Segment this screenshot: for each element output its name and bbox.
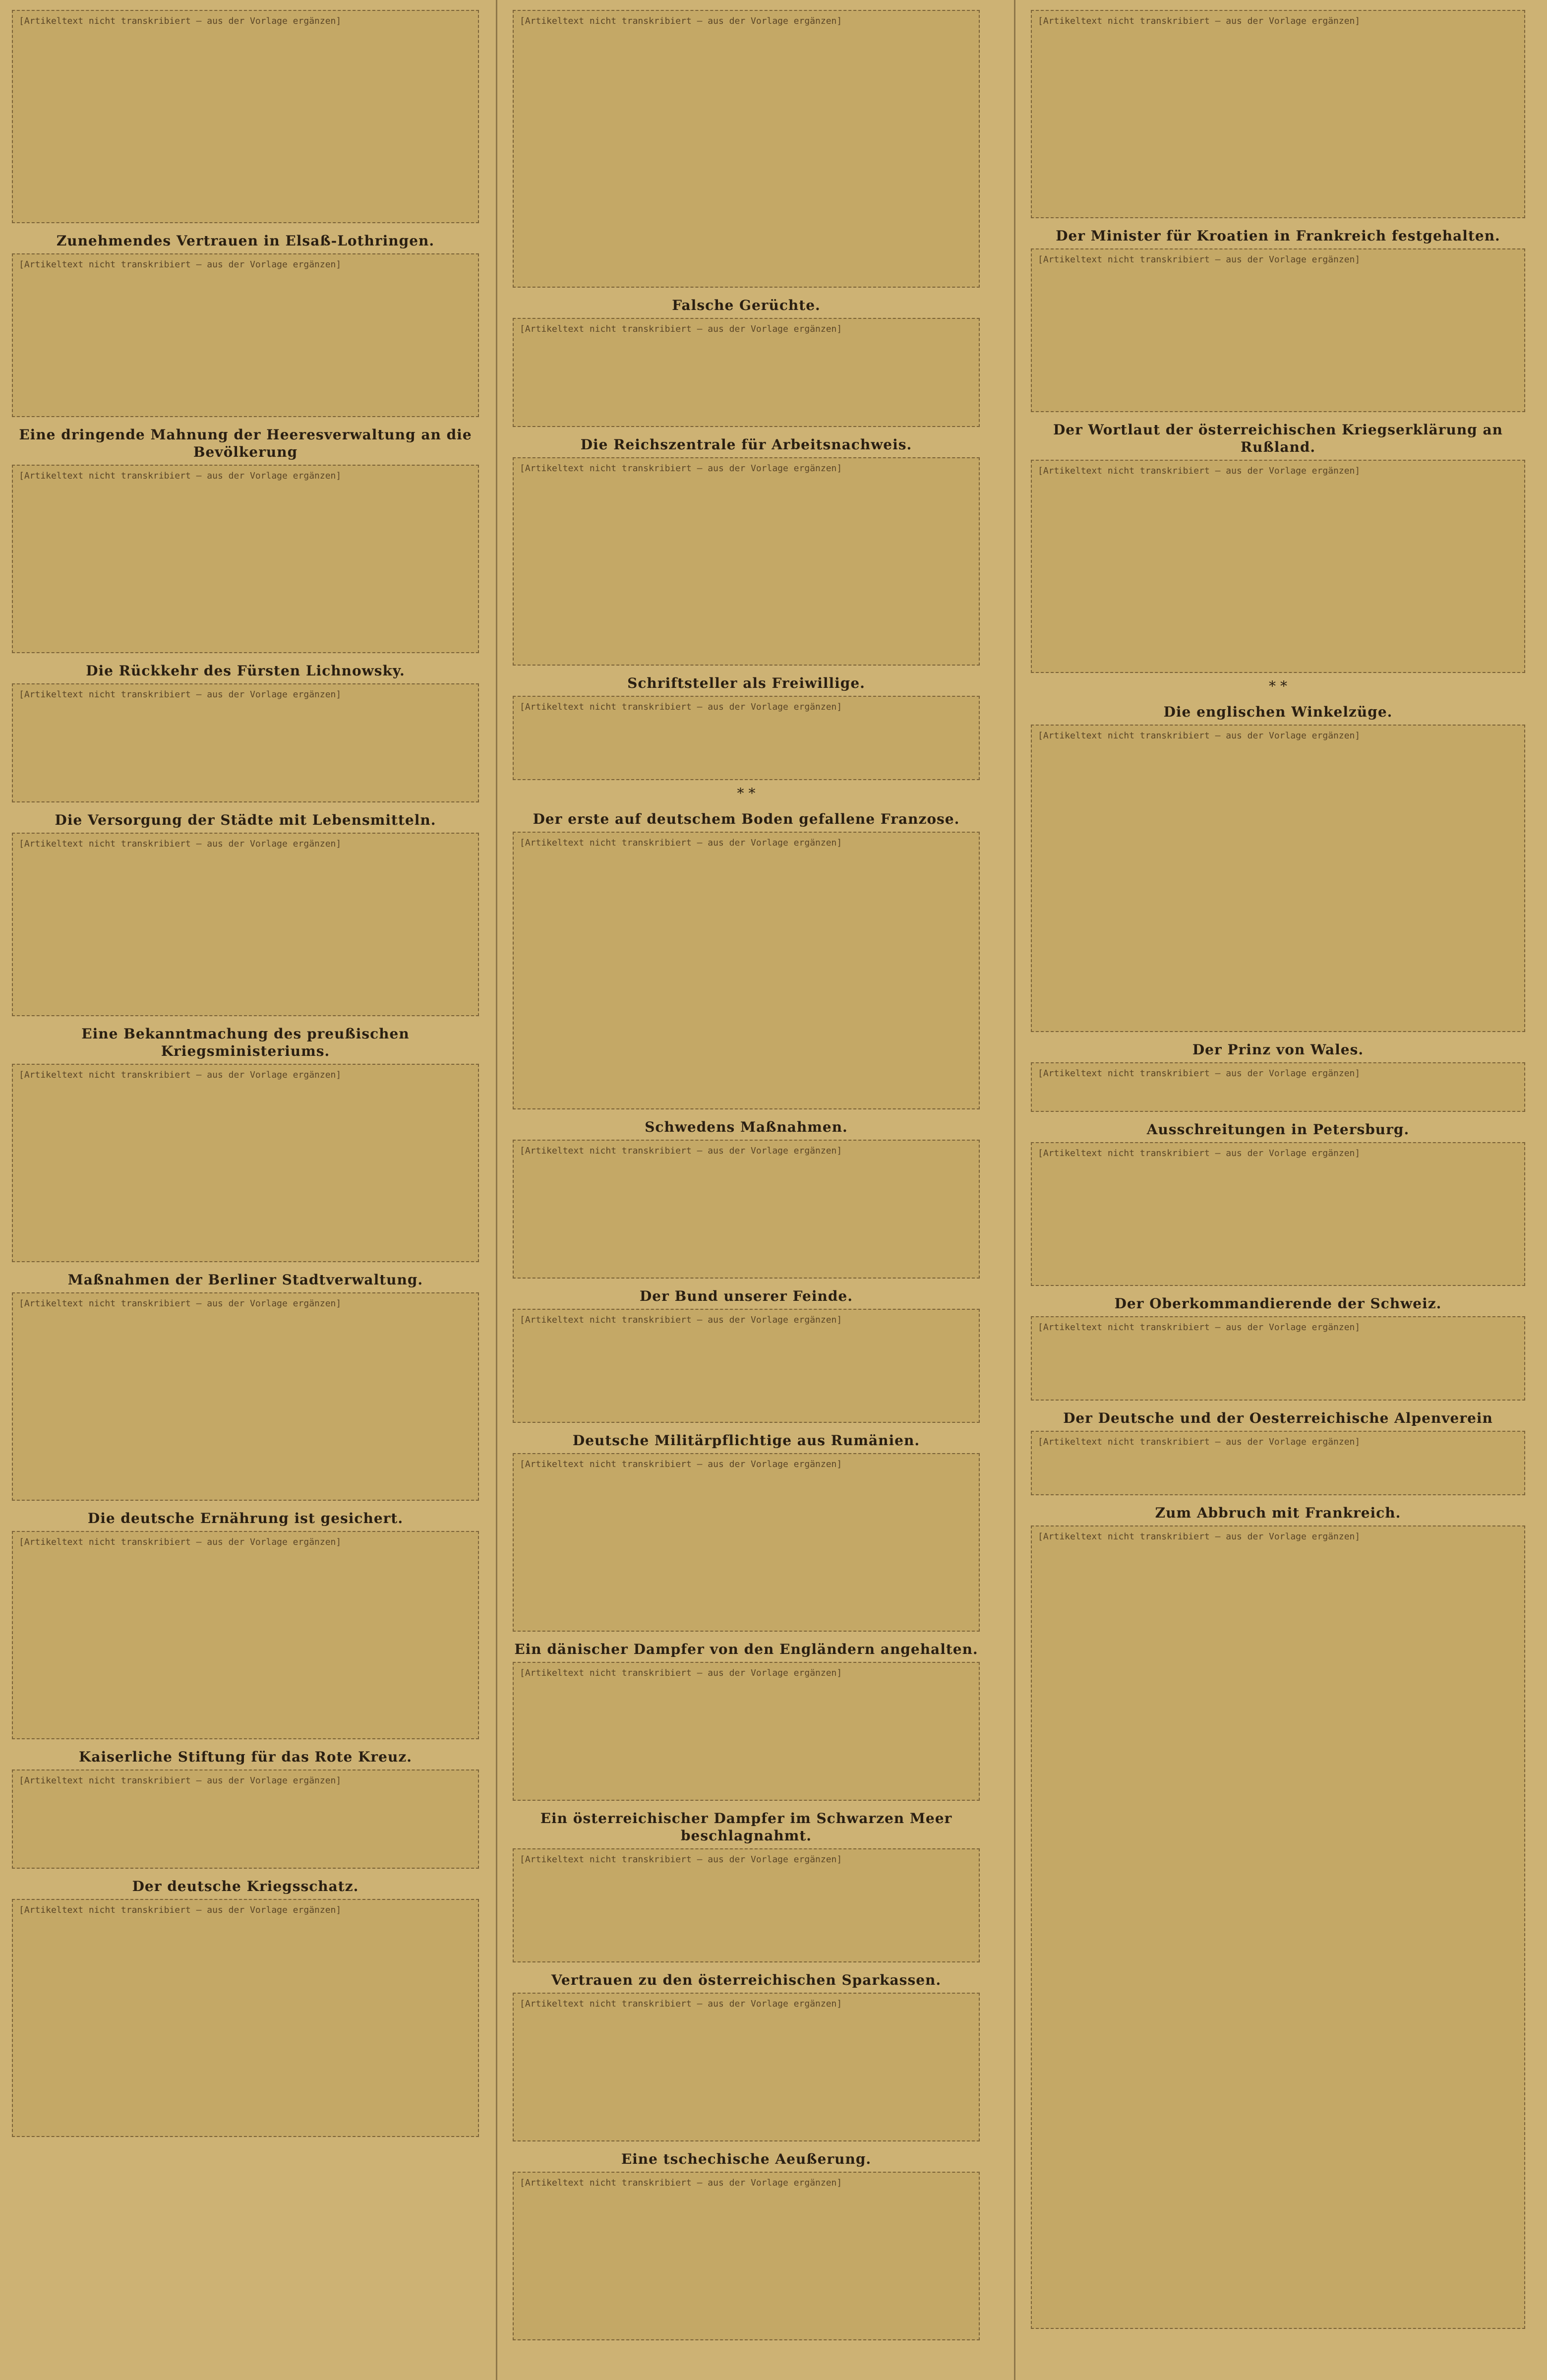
article-heading: Eine tschechische Aeußerung. <box>621 2151 872 2167</box>
article <box>1031 1121 1525 1286</box>
article-body-placeholder: [Artikeltext nicht transkribiert — aus der Vorlage ergänzen] <box>12 10 479 223</box>
article <box>513 1287 980 1423</box>
article-heading: Der Minister für Kroatien in Frankreich festgehalten. <box>1056 228 1500 244</box>
article <box>12 1025 479 1262</box>
article <box>513 10 980 288</box>
article <box>1031 1041 1525 1112</box>
article <box>12 1510 479 1739</box>
article-body-placeholder: [Artikeltext nicht transkribiert — aus der Vorlage ergänzen] <box>513 1453 980 1632</box>
article-body-placeholder: [Artikeltext nicht transkribiert — aus der Vorlage ergänzen] <box>1031 1316 1525 1401</box>
article-body-placeholder: [Artikeltext nicht transkribiert — aus der Vorlage ergänzen] <box>1031 725 1525 1032</box>
article-body-placeholder: [Artikeltext nicht transkribiert — aus der Vorlage ergänzen] <box>513 1848 980 1962</box>
article-heading: Ein österreichischer Dampfer im Schwarzen Meer beschlagnahmt. <box>540 1810 952 1844</box>
article-body-placeholder: [Artikeltext nicht transkribiert — aus der Vorlage ergänzen] <box>1031 1526 1525 2329</box>
article-heading: Die Versorgung der Städte mit Lebensmitteln. <box>55 812 436 828</box>
section-separator: * * <box>1269 678 1287 694</box>
article-heading: Kaiserliche Stiftung für das Rote Kreuz. <box>79 1749 412 1765</box>
article <box>12 811 479 1016</box>
article <box>12 662 479 802</box>
article-heading: Der deutsche Kriegsschatz. <box>132 1878 359 1894</box>
article <box>513 1810 980 1962</box>
article <box>1031 421 1525 673</box>
article-body-placeholder: [Artikeltext nicht transkribiert — aus der Vorlage ergänzen] <box>513 1993 980 2141</box>
article-body-placeholder: [Artikeltext nicht transkribiert — aus der Vorlage ergänzen] <box>1031 460 1525 673</box>
article-heading: Der Wortlaut der österreichischen Kriegserklärung an Rußland. <box>1053 422 1503 455</box>
article <box>513 1432 980 1632</box>
article <box>513 297 980 427</box>
article-body-placeholder: [Artikeltext nicht transkribiert — aus der Vorlage ergänzen] <box>12 465 479 653</box>
article <box>12 1878 479 2137</box>
article-heading: Die englischen Winkelzüge. <box>1163 704 1393 720</box>
article-body-placeholder: [Artikeltext nicht transkribiert — aus der Vorlage ergänzen] <box>513 696 980 780</box>
article <box>513 674 980 780</box>
article-heading: Zum Abbruch mit Frankreich. <box>1155 1505 1401 1521</box>
article <box>12 1748 479 1869</box>
article-body-placeholder: [Artikeltext nicht transkribiert — aus der Vorlage ergänzen] <box>1031 248 1525 412</box>
article <box>1031 1504 1525 2329</box>
article-heading: Eine Bekanntmachung des preußischen Kriegsministeriums. <box>81 1026 410 1059</box>
column-rule-2 <box>1014 0 1015 2380</box>
article-body-placeholder: [Artikeltext nicht transkribiert — aus der Vorlage ergänzen] <box>1031 1062 1525 1112</box>
article-body-placeholder: [Artikeltext nicht transkribiert — aus der Vorlage ergänzen] <box>12 1531 479 1739</box>
article-heading: Der erste auf deutschem Boden gefallene Franzose. <box>533 811 960 827</box>
section-separator: * * <box>737 785 756 801</box>
article-body-placeholder: [Artikeltext nicht transkribiert — aus der Vorlage ergänzen] <box>12 1292 479 1501</box>
article <box>513 2150 980 2340</box>
article-heading: Falsche Gerüchte. <box>672 297 821 313</box>
article-body-placeholder: [Artikeltext nicht transkribiert — aus der Vorlage ergänzen] <box>12 1064 479 1262</box>
article <box>1031 1409 1525 1495</box>
article-body-placeholder: [Artikeltext nicht transkribiert — aus der Vorlage ergänzen] <box>513 1662 980 1801</box>
article-heading: Maßnahmen der Berliner Stadtverwaltung. <box>67 1272 423 1288</box>
article-heading: Der Bund unserer Feinde. <box>640 1288 853 1304</box>
article-heading: Die deutsche Ernährung ist gesichert. <box>87 1510 404 1526</box>
article-body-placeholder: [Artikeltext nicht transkribiert — aus der Vorlage ergänzen] <box>1031 10 1525 218</box>
article <box>513 1971 980 2141</box>
article-body-placeholder: [Artikeltext nicht transkribiert — aus der Vorlage ergänzen] <box>513 832 980 1109</box>
article-heading: Vertrauen zu den österreichischen Sparkassen. <box>551 1972 942 1988</box>
column-middle <box>501 0 992 2380</box>
article <box>1031 10 1525 218</box>
article-body-placeholder: [Artikeltext nicht transkribiert — aus der Vorlage ergänzen] <box>12 1899 479 2137</box>
column-left <box>0 0 491 2380</box>
article-body-placeholder: [Artikeltext nicht transkribiert — aus der Vorlage ergänzen] <box>12 1770 479 1869</box>
article <box>1031 703 1525 1032</box>
article-heading: Die Reichszentrale für Arbeitsnachweis. <box>580 436 912 453</box>
article-heading: Ausschreitungen in Petersburg. <box>1146 1121 1410 1138</box>
article-heading: Der Deutsche und der Oesterreichische Alpenverein <box>1063 1410 1493 1426</box>
article <box>12 1271 479 1501</box>
article-body-placeholder: [Artikeltext nicht transkribiert — aus der Vorlage ergänzen] <box>513 10 980 288</box>
article-heading: Eine dringende Mahnung der Heeresverwaltung an die Bevölkerung <box>19 427 472 460</box>
article-body-placeholder: [Artikeltext nicht transkribiert — aus der Vorlage ergänzen] <box>12 253 479 417</box>
article <box>1031 227 1525 412</box>
article-body-placeholder: [Artikeltext nicht transkribiert — aus der Vorlage ergänzen] <box>513 457 980 666</box>
article-body-placeholder: [Artikeltext nicht transkribiert — aus der Vorlage ergänzen] <box>513 318 980 427</box>
article <box>513 436 980 666</box>
article-heading: Zunehmendes Vertrauen in Elsaß-Lothringen. <box>56 233 435 249</box>
article <box>1031 1295 1525 1401</box>
article-body-placeholder: [Artikeltext nicht transkribiert — aus der Vorlage ergänzen] <box>513 1140 980 1279</box>
article-heading: Die Rückkehr des Fürsten Lichnowsky. <box>86 663 405 679</box>
article-heading: Der Prinz von Wales. <box>1192 1041 1364 1058</box>
article-body-placeholder: [Artikeltext nicht transkribiert — aus der Vorlage ergänzen] <box>12 833 479 1016</box>
article-body-placeholder: [Artikeltext nicht transkribiert — aus der Vorlage ergänzen] <box>513 2172 980 2340</box>
article <box>513 1118 980 1279</box>
article-heading: Ein dänischer Dampfer von den Engländern angehalten. <box>514 1641 978 1657</box>
column-right <box>1019 0 1537 2380</box>
article-body-placeholder: [Artikeltext nicht transkribiert — aus der Vorlage ergänzen] <box>1031 1142 1525 1286</box>
article <box>513 810 980 1109</box>
article-body-placeholder: [Artikeltext nicht transkribiert — aus der Vorlage ergänzen] <box>12 683 479 802</box>
article <box>513 1641 980 1801</box>
article-heading: Schriftsteller als Freiwillige. <box>627 675 865 691</box>
article <box>12 232 479 417</box>
article-body-placeholder: [Artikeltext nicht transkribiert — aus der Vorlage ergänzen] <box>513 1309 980 1423</box>
article-heading: Deutsche Militärpflichtige aus Rumänien. <box>572 1432 920 1449</box>
article-body-placeholder: [Artikeltext nicht transkribiert — aus der Vorlage ergänzen] <box>1031 1431 1525 1495</box>
article-heading: Schwedens Maßnahmen. <box>645 1119 848 1135</box>
column-rule-1 <box>496 0 497 2380</box>
article-heading: Der Oberkommandierende der Schweiz. <box>1114 1295 1442 1312</box>
article <box>12 10 479 223</box>
article <box>12 426 479 653</box>
